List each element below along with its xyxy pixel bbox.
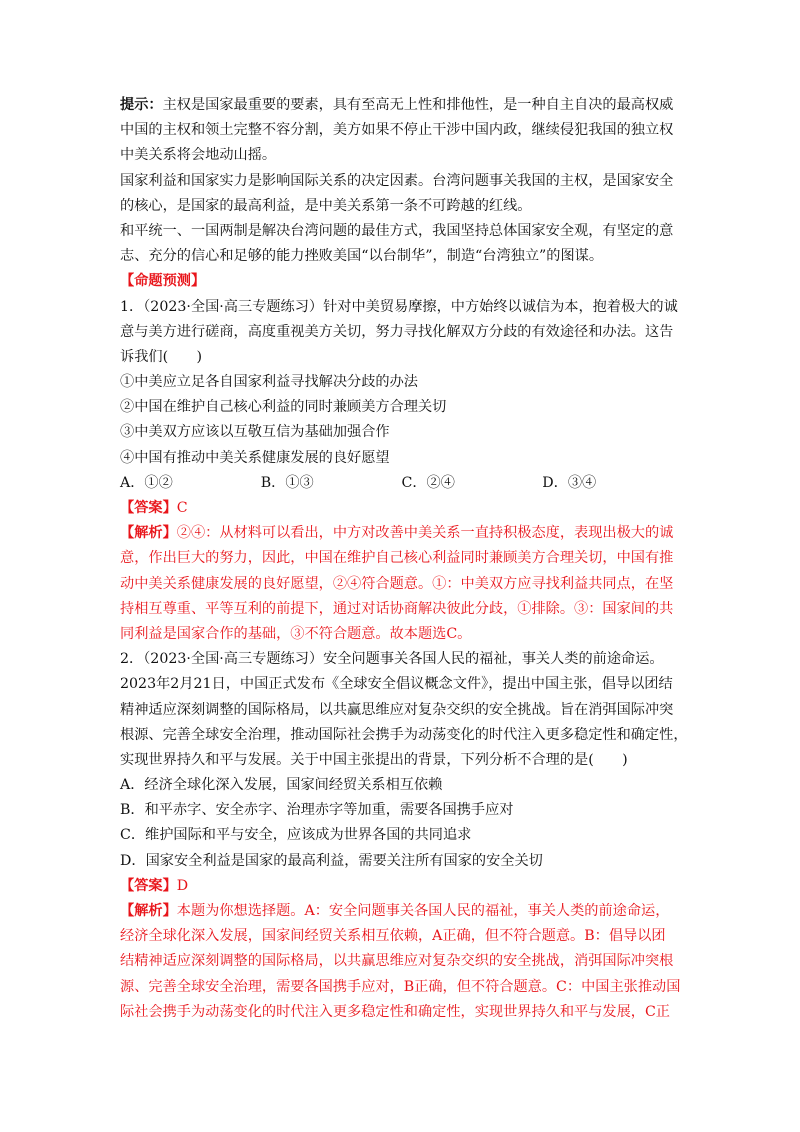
question-stem: 根源、完善全球安全治理，推动国际社会携手为动荡变化的时代注入更多稳定性和确定性， <box>120 726 688 743</box>
option-c: C．维护国际和平与安全，应该成为世界各国的共同追求 <box>120 827 472 844</box>
analysis-line: 经济全球化深入发展，国家间经贸关系相互依赖，A正确，但不符合题意。B：倡导以团 <box>120 928 666 945</box>
question-1 <box>120 295 683 648</box>
analysis-line: 同利益是国家合作的基础，③不符合题意。故本题选C。 <box>120 625 472 642</box>
option-c: C．②④ <box>401 474 455 491</box>
statement: ④中国有推动中美关系健康发展的良好愿望 <box>120 449 390 466</box>
question-stem: 实现世界持久和平与发展。关于中国主张提出的背景，下列分析不合理的是( ) <box>120 751 628 768</box>
analysis-label: 【解析】 <box>120 525 177 542</box>
analysis-line: 持相互尊重、平等互利的前提下，通过对话协商解决彼此分歧，①排除。③：国家间的共 <box>120 600 674 617</box>
hint-line: 和平统一、一国两制是解决台湾问题的最佳方式，我国坚持总体国家安全观，有坚定的意 <box>120 222 674 239</box>
question-stem: 1．（2023·全国·高三专题练习）针对中美贸易摩擦，中方始终以诚信为本，抱着极大的诚 <box>120 298 678 315</box>
statement: ①中美应立足各自国家利益寻找解决分歧的办法 <box>120 374 418 391</box>
question-stem: 意与美方进行磋商，高度重视美方关切，努力寻找化解双方分歧的有效途径和办法。这告 <box>120 323 674 340</box>
analysis-line: 意，作出巨大的努力，因此，中国在维护自己核心利益同时兼顾美方合理关切，中国有推 <box>120 550 674 567</box>
question-2 <box>120 647 688 1025</box>
question-stem: 诉我们( ) <box>120 348 203 365</box>
hint-line: 国家利益和国家实力是影响国际关系的决定因素。台湾问题事关我国的主权，是国家安全 <box>120 172 674 189</box>
question-stem: 2．（2023·全国·高三专题练习）安全问题事关各国人民的福祉，事关人类的前途命运。 <box>120 651 664 668</box>
hint-line: 的核心，是国家的最高利益，是中美关系第一条不可跨越的红线。 <box>120 197 532 214</box>
answer-line <box>120 496 683 521</box>
hint-line: 志、充分的信心和足够的能力挫败美国“以台制华”，制造“台湾独立”的图谋。 <box>120 248 604 265</box>
analysis-line: 动中美关系健康发展的良好愿望，②④符合题意。①：中美双方应寻找利益共同点，在坚 <box>120 575 674 592</box>
statement: ②中国在维护自己核心利益的同时兼顾美方合理关切 <box>120 399 447 416</box>
analysis-line: 结精神适应深刻调整的国际格局，以共赢思维应对复杂交织的安全挑战，消弭国际冲突根 <box>120 953 674 970</box>
statement: ③中美双方应该以互敬互信为基础加强合作 <box>120 424 390 441</box>
document-page <box>120 93 688 1025</box>
option-row <box>120 471 683 496</box>
option-b: B．和平赤字、安全赤字、治理赤字等加重，需要各国携手应对 <box>120 802 514 819</box>
hint-line: 中美关系将会地动山摇。 <box>120 147 277 164</box>
analysis-line: 源、完善全球安全治理，需要各国携手应对，B正确，但不符合题意。C：中国主张推动国 <box>120 978 681 995</box>
hint-line: 提示：主权是国家最重要的要素，具有至高无上性和排他性，是一种自主自决的最高权威 <box>120 97 674 113</box>
answer-line <box>120 874 683 899</box>
analysis-line: 【解析】②④：从材料可以看出，中方对改善中美关系一直持积极态度，表现出极大的诚 <box>120 525 674 542</box>
option-b: B．①③ <box>260 474 314 491</box>
hint-label: 提示： <box>120 97 163 113</box>
analysis-line: 际社会携手为动荡变化的时代注入更多稳定性和确定性，实现世界持久和平与发展，C正 <box>120 1003 670 1020</box>
option-d: D．国家安全利益是国家的最高利益，需要关注所有国家的安全关切 <box>120 852 543 869</box>
analysis-label: 【解析】 <box>120 903 177 919</box>
question-stem: 精神适应深刻调整的国际格局，以共赢思维应对复杂交织的安全挑战。旨在消弭国际冲突 <box>120 701 674 718</box>
answer-label: 【答案】 <box>120 500 177 516</box>
option-a: A．经济全球化深入发展，国家间经贸关系相互依赖 <box>120 777 443 794</box>
option-d: D．③④ <box>542 474 597 491</box>
hint-line: 中国的主权和领土完整不容分割，美方如果不停止干涉中国内政，继续侵犯我国的独立权 <box>120 122 674 139</box>
analysis-line: 【解析】本题为你想选择题。A：安全问题事关各国人民的福祉，事关人类的前途命运， <box>120 903 670 919</box>
answer-value: D <box>176 877 189 894</box>
hint-block <box>120 93 683 269</box>
question-stem: 2023年2月21日，中国正式发布《全球安全倡议概念文件》，提出中国主张，倡导以团结 <box>120 676 673 693</box>
answer-value: C <box>176 500 188 516</box>
section-title: 【命题预测】 <box>120 273 206 290</box>
option-a: A．①② <box>120 474 173 491</box>
answer-label: 【答案】 <box>120 877 177 894</box>
